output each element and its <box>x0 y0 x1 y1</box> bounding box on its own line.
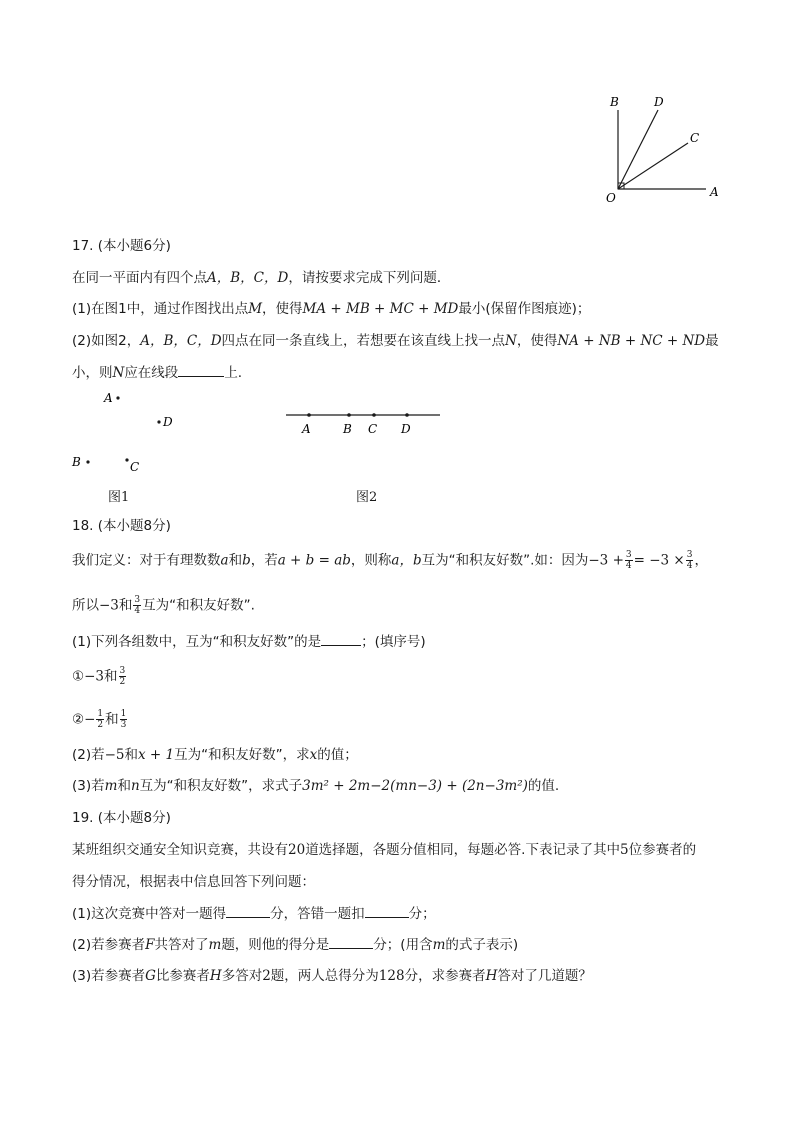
q17-header: 17. (本小题6分) <box>72 238 171 254</box>
fig1-label-d: D <box>163 415 173 429</box>
ray-oc <box>618 143 688 189</box>
fig1-caption: 图1 <box>108 490 130 505</box>
q18-definition-cont: 所以−3和 $\frac{3}{4}$ 互为“和积友好数”. <box>72 595 255 616</box>
answer-blank[interactable] <box>178 362 224 377</box>
answer-blank[interactable] <box>365 903 409 918</box>
q18-part1: (1)下列各组数中，互为“和积友好数”的是 ；(填序号) <box>72 631 426 652</box>
q17-part2: (2)如图2，A，B，C，D四点在同一条直线上，若想要在该直线上找一点N，使得NA + NB + NC + ND最 <box>72 333 719 349</box>
fig2-label-b: B <box>343 422 352 436</box>
fig2-label-a: A <box>302 422 311 436</box>
fig2-caption: 图2 <box>356 490 378 505</box>
fig2-point-d <box>405 413 409 417</box>
fraction: $\frac{3}{4}$ <box>134 595 141 616</box>
q19-part2: (2)若参赛者F共答对了m题，则他的得分是 分；(用含m的式子表示) <box>72 934 518 955</box>
fig1-point-d <box>157 420 160 423</box>
q19-part3: (3)若参赛者G比参赛者H多答对2题，两人总得分为128分，求参赛者H答对了几道题？ <box>72 968 592 984</box>
q18-definition: 我们定义：对于有理数数a和b，若a + b = ab，则称a，b互为“和积友好数”.如：因为−3 + $\frac{3}{4}$ = −3 × $\frac{3}{4}$ ， <box>72 550 708 571</box>
fraction: $\frac{3}{4}$ <box>686 550 693 571</box>
q17-part2-cont: 小，则N应在线段 上. <box>72 362 242 383</box>
fig1-point-c <box>125 458 128 461</box>
fraction: $\frac{1}{2}$ <box>97 709 104 730</box>
q19-stem-2: 得分情况，根据表中信息回答下列问题： <box>72 874 315 890</box>
fig2-label-d: D <box>401 422 411 436</box>
q19-header: 19. (本小题8分) <box>72 810 171 826</box>
q19-part1: (1)这次竞赛中答对一题得 分，答错一题扣 分； <box>72 903 436 924</box>
answer-blank[interactable] <box>226 903 270 918</box>
label-d: D <box>654 95 664 109</box>
figure-2 <box>280 404 450 438</box>
fraction: $\frac{3}{4}$ <box>625 550 632 571</box>
fig1-point-b <box>86 460 89 463</box>
figure-1 <box>66 388 173 478</box>
q18-part2: (2)若−5和x + 1互为“和积友好数”，求x的值； <box>72 747 358 763</box>
q18-header: 18. (本小题8分) <box>72 518 171 534</box>
label-a: A <box>710 185 719 199</box>
q17-stem: 在同一平面内有四个点A，B，C，D，请按要求完成下列问题． <box>72 270 451 286</box>
fraction: $\frac{3}{2}$ <box>119 666 126 687</box>
fig1-point-a <box>116 396 119 399</box>
fig1-label-c: C <box>130 460 140 474</box>
angle-figure <box>596 90 726 205</box>
fig2-point-a <box>307 413 311 417</box>
label-o: O <box>606 191 616 205</box>
label-c: C <box>690 131 700 145</box>
q18-part3: (3)若m和n互为“和积友好数”，求式子3m² + 2m−2(mn−3) + (2n−3m²)的值. <box>72 778 560 794</box>
answer-blank[interactable] <box>329 934 373 949</box>
fig2-label-c: C <box>368 422 378 436</box>
fig2-point-c <box>372 413 376 417</box>
fig1-label-a: A <box>104 391 113 405</box>
q18-option-1: ①−3和 $\frac{3}{2}$ <box>72 666 126 687</box>
fraction: $\frac{1}{3}$ <box>120 709 127 730</box>
ray-od <box>618 110 658 189</box>
answer-blank[interactable] <box>321 631 361 646</box>
fig1-label-b: B <box>72 455 81 469</box>
fig2-point-b <box>347 413 351 417</box>
q17-part1: (1)在图1中，通过作图找出点M，使得MA + MB + MC + MD最小(保留作图痕迹)； <box>72 301 591 317</box>
label-b: B <box>610 95 619 109</box>
q19-stem-1: 某班组织交通安全知识竞赛，共设有20道选择题，各题分值相同，每题必答.下表记录了其中5位参赛者的 <box>72 842 697 858</box>
q18-option-2: ②− $\frac{1}{2}$ 和 $\frac{1}{3}$ <box>72 709 127 730</box>
